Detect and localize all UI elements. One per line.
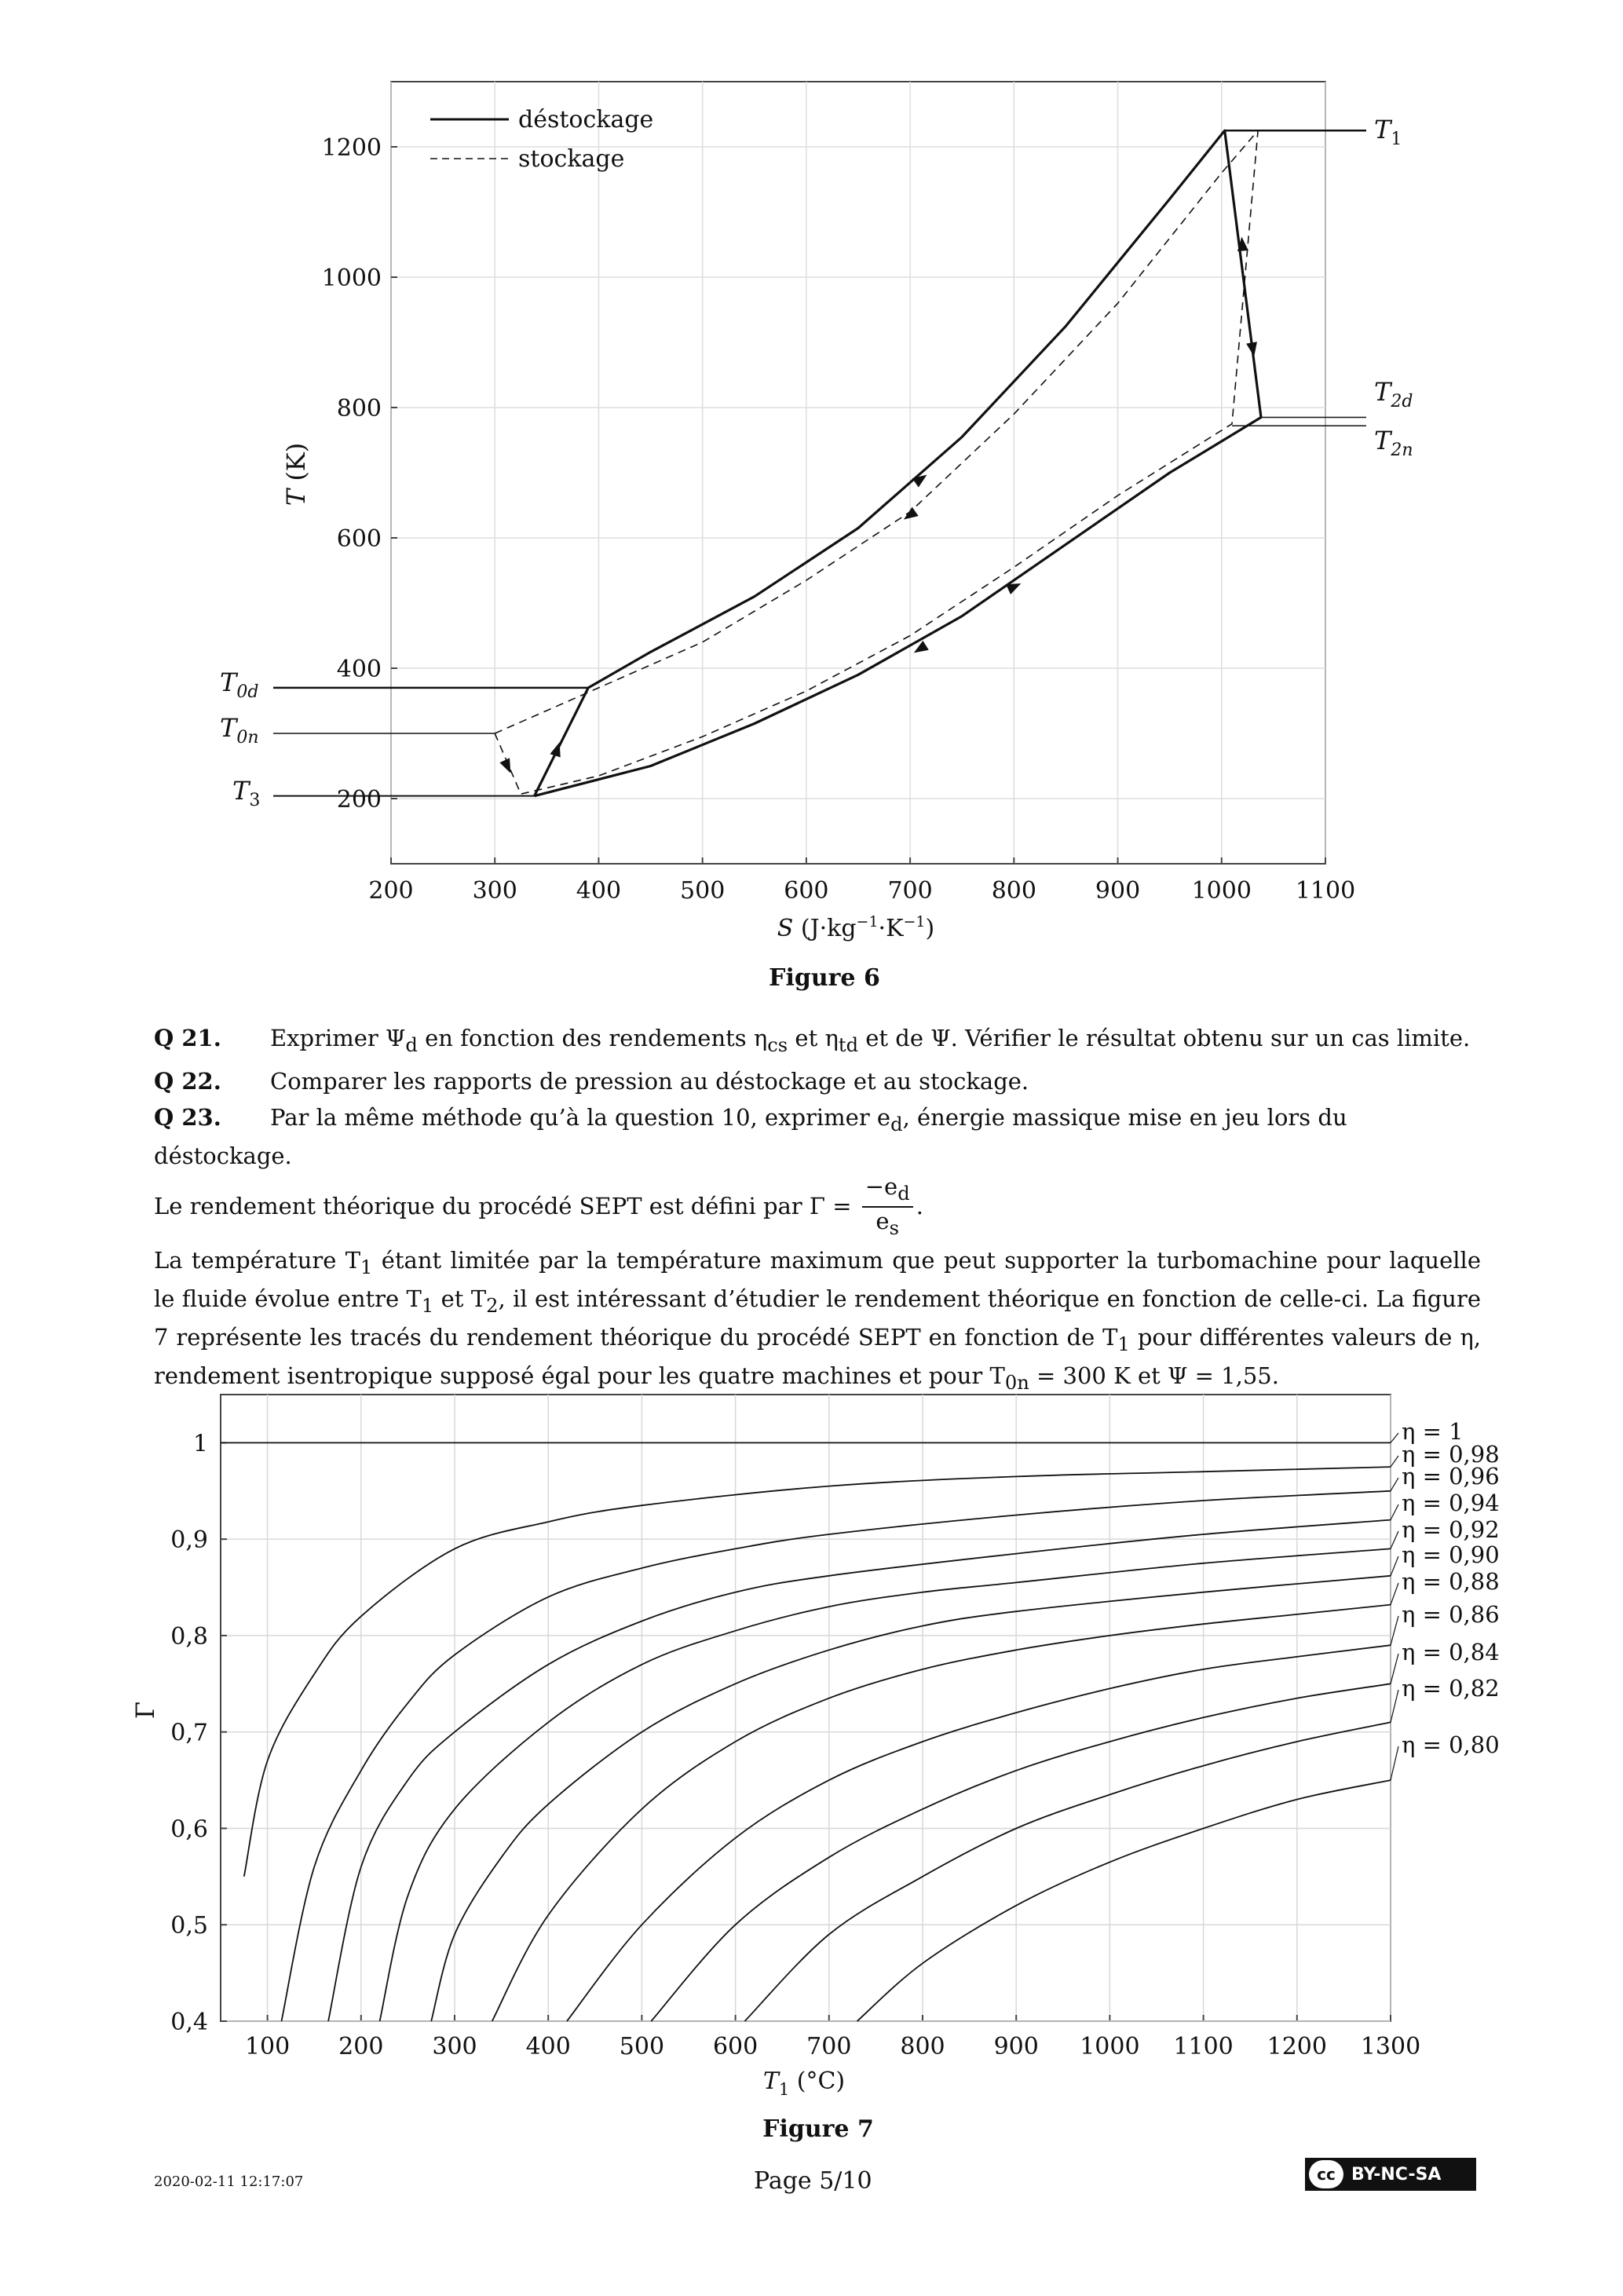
fig7-xtick-label: 1300 [1360,2033,1421,2060]
fig7-series-eta-4 [380,1548,1391,2021]
fig7-series-label: η = 0,84 [1402,1639,1500,1665]
fig7-xtick-label: 1100 [1173,2033,1234,2060]
gamma-definition: Le rendement théorique du procédé SEPT est défini par Γ = $\frac{-e_d}{e_s}$ . [154,1172,923,1240]
license-badge[interactable] [1305,2158,1476,2191]
license-label: BY-NC-SA [1351,2164,1442,2184]
cc-icon: cc [1309,2160,1343,2188]
label-T0n: $T_{0n}$ [220,713,259,748]
fig6-arrows [499,236,1259,776]
fig7-label-leader [1391,1690,1398,1722]
fig7-label-leader [1391,1456,1398,1467]
fig7-xtick-label: 900 [993,2033,1039,2060]
fig7-series-label: η = 0,90 [1402,1541,1500,1568]
fig6-ytick-label: 200 [336,786,382,813]
figure-6-caption: Figure 6 [769,964,880,992]
paragraph-T1: La température $T_1$ étant limitée par la température maximum que peut supporter la turbomachine pour laquelle le fluide évolue entre $T_1$ et $T_2$, il est intéressant d’étudier le rendement théorique en fonction de celle-ci. La figure 7 représente les tracés du rendement théorique du procédé SEPT en fonction de $T_1$ pour différentes valeurs de η, rendement isentropique supposé égal pour les quatre machines et pour $T_{0n} = 300$ K et Ψ = 1,55. [154,1247,1481,1394]
fig7-series-eta-3 [328,1520,1391,2021]
footer-page-number: Page 5/10 [754,2167,872,2195]
fig6-curves [495,130,1261,795]
fig7-label-leader [1391,1504,1398,1520]
fig6-xtick-label: 1000 [1191,877,1252,905]
question-block [154,1022,1481,1398]
fig7-xtick-label: 400 [525,2033,571,2060]
fig6-plot-frame [391,82,1325,864]
footer-timestamp: 2020-02-11 12:17:07 [154,2174,304,2190]
fig7-tick-labels [170,1430,1420,2060]
fig7-curves [221,1442,1391,2021]
figure-7-caption: Figure 7 [762,2115,874,2143]
fig7-label-leader [1391,1531,1398,1548]
fig6-grid [391,82,1325,864]
fig6-xtick-label: 400 [576,877,622,905]
fig6-xtick-label: 200 [368,877,414,905]
fig6-xtick-label: 700 [887,877,933,905]
fig6-ytick-label: 600 [336,525,382,553]
fig6-ylabel: T (K) [281,442,311,506]
fig7-label-leader [1391,1433,1398,1442]
fig6-xlabel: S $(J\cdot kg^{-1}\cdot K^{-1})$ [777,913,935,942]
fig7-series-label: η = 1 [1402,1418,1464,1445]
fig7-ytick-label: 0,4 [170,2009,208,2036]
fig7-label-leader [1391,1654,1398,1684]
fig7-grid [221,1395,1391,2021]
fig7-series-eta-2 [282,1491,1391,2021]
fig7-xtick-label: 1000 [1080,2033,1140,2060]
fig7-xtick-label: 700 [806,2033,852,2060]
fig7-series-label: η = 0,88 [1402,1568,1500,1595]
fig6-ytick-label: 400 [336,656,382,683]
fig6-xtick-label: 1100 [1295,877,1356,905]
fig7-label-leader [1391,1583,1398,1605]
fig6-ytick-label: 1000 [321,265,382,292]
figure-6 [0,0,1623,942]
fig7-series-label: η = 0,80 [1402,1731,1500,1758]
fig7-xtick-label: 300 [432,2033,477,2060]
arrow-upper-stockage [901,507,919,525]
fig7-ytick-label: 0,6 [170,1815,208,1844]
fig6-xtick-label: 800 [991,877,1036,905]
fig7-ylabel: Γ [130,1701,160,1720]
fig7-xtick-label: 500 [619,2033,665,2060]
fig7-label-leader [1391,1616,1398,1645]
fig7-xtick-label: 200 [338,2033,384,2060]
question-21: Q 21. Exprimer $\Psi_d$ en fonction des rendements $\eta_{cs}$ et $\eta_{td}$ et de Ψ. Vérifier le résultat obtenu sur un cas limite. [154,1025,1471,1056]
fig7-ytick-label: 0,5 [170,1912,208,1940]
fig7-series-label: η = 0,86 [1402,1601,1500,1628]
fig7-series-eta-5 [431,1576,1391,2021]
fig7-series-label: η = 0,92 [1402,1516,1500,1543]
fig6-ytick-label: 1200 [321,134,382,162]
legend-solid-label: déstockage [518,106,654,133]
fig6-reference-lines [273,130,1366,795]
fig7-series-label: η = 0,82 [1402,1675,1500,1702]
label-T3: $T_3$ [232,776,261,810]
legend-dashed-label: stockage [518,145,625,173]
fig7-ytick-label: 0,9 [170,1526,208,1555]
fig7-series-label: η = 0,94 [1402,1490,1500,1516]
fig6-tick-labels [322,134,1356,905]
fig7-series-eta-6 [492,1605,1391,2021]
arrow-expansion-stockage [499,758,515,775]
fig7-xlabel: $T_1$ (°C) [762,2067,846,2099]
fig7-label-leader [1391,1478,1398,1491]
fig6-xtick-label: 600 [784,877,829,905]
fig6-xtick-label: 500 [680,877,726,905]
fig7-series-label: η = 0,98 [1402,1441,1500,1468]
fig7-xtick-label: 800 [900,2033,945,2060]
fig7-series-eta-9 [745,1722,1391,2021]
fig7-curve-labels [1391,1418,1500,1780]
fig6-xtick-label: 300 [472,877,517,905]
label-T2n: $T_{2n}$ [1374,426,1413,460]
label-T0d: $T_{0d}$ [220,667,259,702]
fig7-series-eta-7 [567,1645,1391,2021]
fig7-ytick-label: 0,7 [170,1719,208,1747]
fig7-series-eta-10 [857,1780,1391,2021]
question-23: Q 23. Par la même méthode qu’à la question 10, exprimer $e_d$, énergie massique mise en jeu lors du déstockage. [154,1103,1347,1169]
fig7-xtick-label: 600 [712,2033,758,2060]
question-22: Q 22. Comparer les rapports de pression au déstockage et au stockage. [154,1067,1029,1095]
fig6-series-destockage [535,130,1262,795]
fig6-xtick-label: 900 [1095,877,1141,905]
fig7-xtick-label: 1200 [1267,2033,1327,2060]
fig7-series-label: η = 0,96 [1402,1463,1500,1490]
fig7-series-eta-1 [244,1467,1391,1877]
fig7-ytick-label: 1 [192,1430,208,1458]
label-T1: $T_1$ [1374,115,1402,149]
fig7-ytick-label: 0,8 [170,1622,208,1651]
fig7-series-eta-8 [651,1684,1391,2021]
fig7-label-leader [1391,1746,1398,1780]
fig7-label-leader [1391,1556,1398,1576]
fig7-plot-frame [221,1395,1391,2021]
fig6-ytick-label: 800 [336,395,382,422]
arrow-compression-destockage [550,740,565,757]
label-T2d: $T_{2d}$ [1374,377,1413,411]
fig7-xtick-label: 100 [244,2033,291,2060]
